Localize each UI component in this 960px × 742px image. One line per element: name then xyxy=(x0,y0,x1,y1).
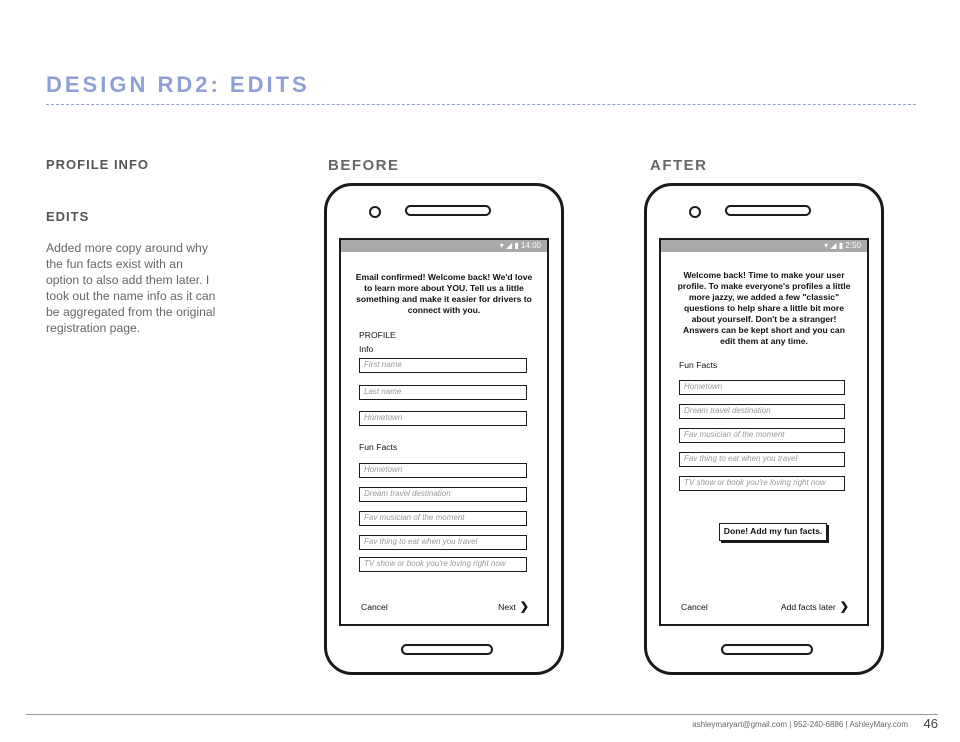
fav-food-input[interactable]: Fav thing to eat when you travel xyxy=(359,535,527,550)
hometown-input[interactable]: Hometown xyxy=(359,411,527,426)
fav-food-input[interactable]: Fav thing to eat when you travel xyxy=(679,452,845,467)
dream-travel-input[interactable]: Dream travel destination xyxy=(679,404,845,419)
cancel-button[interactable]: Cancel xyxy=(681,601,708,612)
phone-mockup-after xyxy=(644,183,884,675)
last-name-input[interactable]: Last name xyxy=(359,385,527,400)
camera-icon xyxy=(369,206,381,218)
nav-row xyxy=(361,600,529,613)
after-heading: AFTER xyxy=(650,157,708,174)
fun-hometown-input[interactable]: Hometown xyxy=(679,380,845,395)
footer-divider xyxy=(26,714,938,715)
before-heading: BEFORE xyxy=(328,157,400,174)
dream-travel-input[interactable]: Dream travel destination xyxy=(359,487,527,502)
edits-description: Added more copy around why the fun facts exist with an option to also add them later. I took out the name info as it can be aggregated from the original registration page. xyxy=(46,241,216,335)
add-facts-later-button[interactable]: Add facts later ❯ xyxy=(780,601,849,613)
page-number: 46 xyxy=(923,716,938,731)
fav-musician-input[interactable]: Fav musician of the moment xyxy=(359,511,527,526)
wifi-signal-battery-icon: ▾ ◢ ▮ xyxy=(824,241,846,250)
intro-text: Welcome back! Time to make your user profile. To make everyone's profiles a little more jazzy, we added a few "classic" questions to help share a little bit more about yourself. Don't be a stranger! Answers can be kept short and you can edit them at any time. xyxy=(677,270,851,346)
info-label: Info xyxy=(359,344,374,354)
chevron-right-icon: ❯ xyxy=(839,601,849,613)
screen-before xyxy=(339,238,549,626)
wifi-signal-battery-icon: ▾ ◢ ▮ xyxy=(499,241,521,250)
home-button xyxy=(401,644,493,655)
speaker-grille xyxy=(405,205,491,216)
speaker-grille xyxy=(725,205,811,216)
next-button[interactable]: Next ❯ xyxy=(498,601,529,613)
done-add-fun-facts-button[interactable]: Done! Add my fun facts. xyxy=(719,523,827,541)
status-bar: ▾ ◢ ▮ 2:50 xyxy=(661,240,867,252)
title-divider xyxy=(46,104,916,105)
fun-hometown-input[interactable]: Hometown xyxy=(359,463,527,478)
page-title: DESIGN RD2: EDITS xyxy=(46,72,310,97)
fun-facts-label: Fun Facts xyxy=(679,360,718,370)
footer-contact: ashleymaryart@gmail.com | 952-240-6886 | AshleyMary.com xyxy=(692,720,908,729)
screen-after xyxy=(659,238,869,626)
phone-mockup-before xyxy=(324,183,564,675)
status-bar: ▾ ◢ ▮ 14:00 xyxy=(341,240,547,252)
cancel-button[interactable]: Cancel xyxy=(361,601,388,612)
tv-show-input[interactable]: TV show or book you're loving right now xyxy=(679,476,845,491)
fav-musician-input[interactable]: Fav musician of the moment xyxy=(679,428,845,443)
fun-facts-label: Fun Facts xyxy=(359,442,398,452)
chevron-right-icon: ❯ xyxy=(519,601,529,613)
home-button xyxy=(721,644,813,655)
section-label-edits: EDITS xyxy=(46,209,90,224)
camera-icon xyxy=(689,206,701,218)
profile-label: PROFILE xyxy=(359,330,396,340)
nav-row xyxy=(681,600,849,613)
intro-text: Email confirmed! Welcome back! We'd love to learn more about YOU. Tell us a little something and make it easier for drivers to connect with you. xyxy=(355,272,533,315)
first-name-input[interactable]: First name xyxy=(359,358,527,373)
section-label-profile-info: PROFILE INFO xyxy=(46,157,149,172)
tv-show-input[interactable]: TV show or book you're loving right now xyxy=(359,557,527,572)
